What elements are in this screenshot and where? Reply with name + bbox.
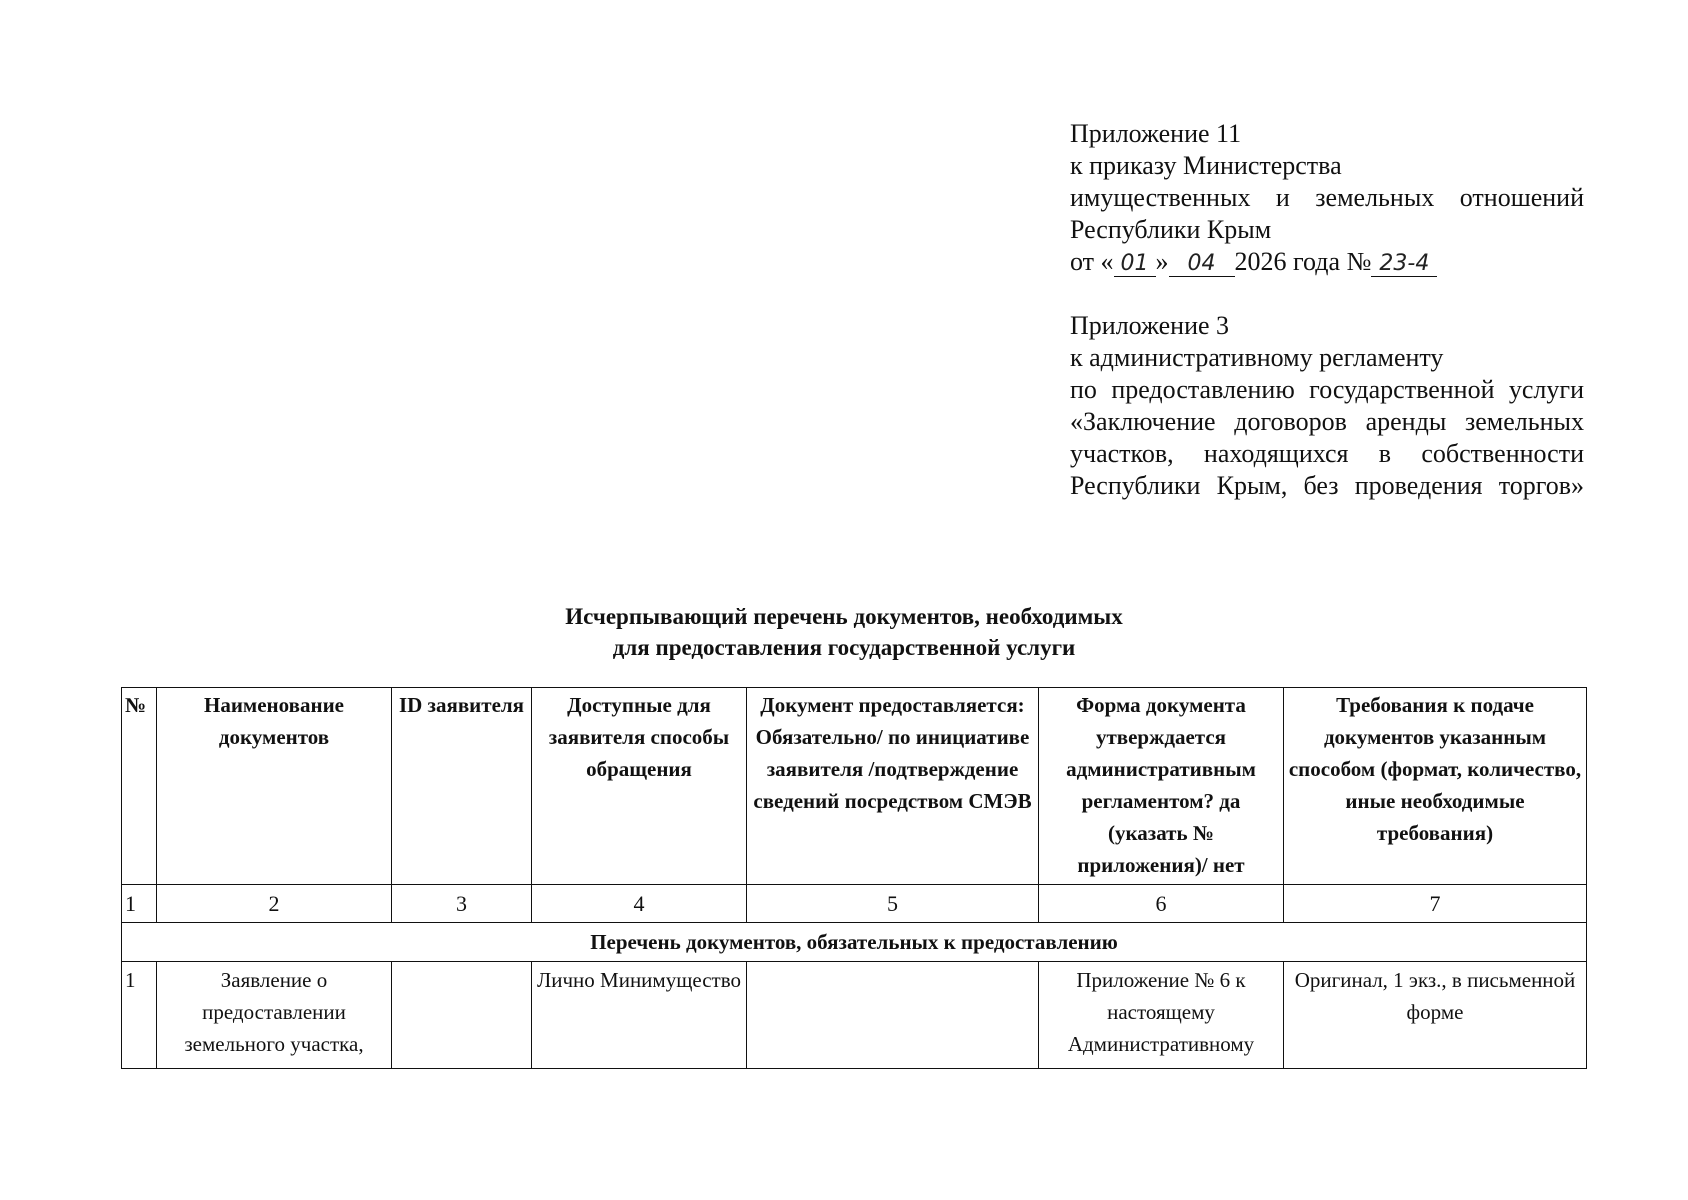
handwritten-month: 04 xyxy=(1169,252,1235,277)
appendix-11-date-line xyxy=(1070,246,1584,278)
column-numbers-row xyxy=(122,885,1587,923)
row-document-provided xyxy=(747,962,1039,1069)
header-document-form: Форма документа утверждается административным регламентом? да (указать № приложения)/ нет xyxy=(1039,688,1284,885)
handwritten-day: 01 xyxy=(1114,252,1156,277)
header-number: № xyxy=(122,688,157,885)
header-requirements: Требования к подаче документов указанным способом (формат, количество, иные необходимые требования) xyxy=(1284,688,1587,885)
column-number: 2 xyxy=(157,885,392,923)
document-title xyxy=(0,601,1688,663)
row-document-form: Приложение № 6 к настоящему Административному xyxy=(1039,962,1284,1069)
row-contact-method: Лично Минимущество xyxy=(532,962,747,1069)
appendix-11-title: Приложение 11 xyxy=(1070,119,1242,148)
column-number: 6 xyxy=(1039,885,1284,923)
handwritten-order-number: 23-4 xyxy=(1371,252,1437,277)
document-title-line-1: Исчерпывающий перечень документов, необходимых xyxy=(565,604,1123,629)
date-year: 2026 года № xyxy=(1234,247,1372,276)
column-number: 1 xyxy=(122,885,157,923)
row-number: 1 xyxy=(122,962,157,1069)
row-document-name: Заявление о предоставлении земельного участка, xyxy=(157,962,392,1069)
table-row xyxy=(122,962,1587,1069)
appendix-3-body: по предоставлению государственной услуги «Заключение договоров аренды земельных участков, находящихся в собственности Республики Крым, без проведения торгов» xyxy=(1070,375,1584,500)
documents-table xyxy=(121,687,1587,1069)
date-prefix: от « xyxy=(1070,247,1114,276)
column-number: 5 xyxy=(747,885,1039,923)
date-mid: » xyxy=(1155,247,1169,276)
row-requirements: Оригинал, 1 экз., в письменной форме xyxy=(1284,962,1587,1069)
header-document-name: Наименование документов xyxy=(157,688,392,885)
document-title-line-2: для предоставления государственной услуги xyxy=(612,635,1076,660)
appendix-11-republic: Республики Крым xyxy=(1070,215,1272,244)
header-document-provided: Документ предоставляется: Обязательно/ по инициативе заявителя /подтверждение сведений посредством СМЭВ xyxy=(747,688,1039,885)
table-header-row xyxy=(122,688,1587,885)
appendix-11-order-ref: к приказу Министерства xyxy=(1070,151,1342,180)
appendix-3-header xyxy=(1070,310,1584,502)
section-row xyxy=(122,923,1587,962)
section-title: Перечень документов, обязательных к предоставлению xyxy=(122,923,1587,962)
column-number: 7 xyxy=(1284,885,1587,923)
appendix-11-ministry: имущественных и земельных отношений xyxy=(1070,183,1584,212)
appendix-3-regulation-ref: к административному регламенту xyxy=(1070,343,1444,372)
header-applicant-id: ID заявителя xyxy=(392,688,532,885)
column-number: 3 xyxy=(392,885,532,923)
column-number: 4 xyxy=(532,885,747,923)
header-contact-methods: Доступные для заявителя способы обращения xyxy=(532,688,747,885)
appendix-3-title: Приложение 3 xyxy=(1070,311,1230,340)
row-applicant-id xyxy=(392,962,532,1069)
appendix-11-header xyxy=(1070,118,1584,278)
